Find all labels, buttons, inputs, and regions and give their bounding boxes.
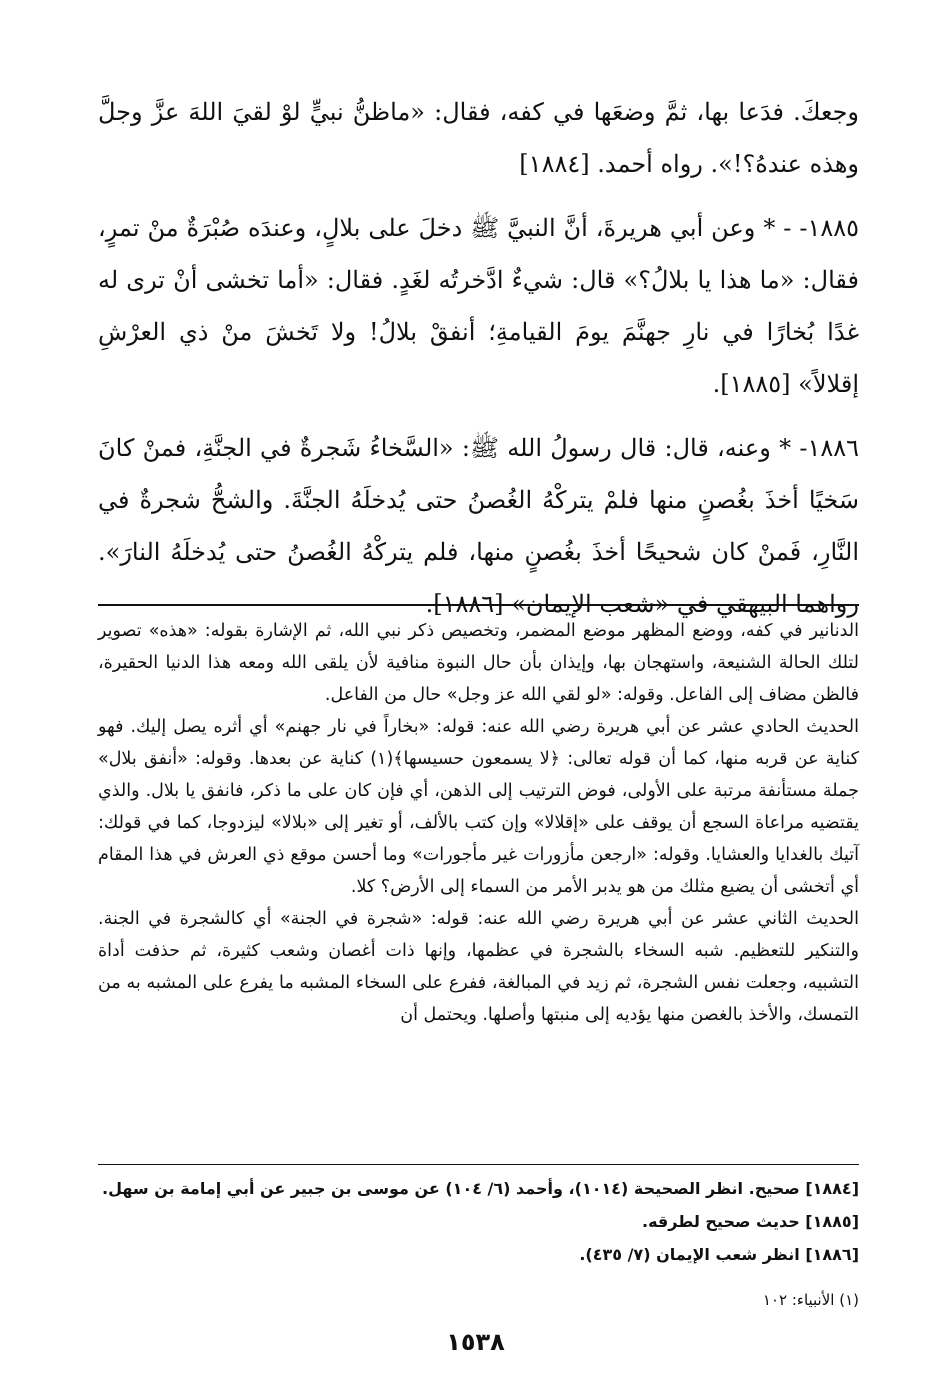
references-section <box>98 1172 859 1271</box>
reference-1886: [١٨٨٦] انظر شعب الإيمان (٧/ ٤٣٥). <box>579 1245 859 1264</box>
hadith-text <box>98 86 859 642</box>
commentary-paragraph: الحديث الحادي عشر عن أبي هريرة رضي الله عنه: قوله: «بخاراً في نار جهنم» أي أثره يصل إليك. فهو كناية عن قربه منها، كما أن قوله تعالى: ﴿لا يسمعون حسيسها﴾(١) كناية عن بعدها. وقوله: «أنفق بلال» جملة مستأنفة مرتبة على الأولى، فوض الترتيب إلى الذهن، أي فإن كان على ما ذكر، فانفق يا بلال. والذي يقتضيه مراعاة السجع أن يوقف على «إقلالا» وإن كتب بالألف، أو تغير إلى «بلالا» ليزدوجا، كما في قولك: آتيك بالغدايا والعشايا. وقوله: «ارجعن مأزورات غير مأجورات» وما أحسن موقع ذي العرش في هذا المقام أي أتخشى أن يضيع مثلك من هو يدبر الأمر من السماء إلى الأرض؟ كلا. <box>98 717 860 897</box>
commentary-divider <box>98 604 859 606</box>
footnote: (١) الأنبياء: ١٠٢ <box>762 1291 859 1309</box>
reference-1885: [١٨٨٥] حديث صحيح لطرقه. <box>642 1212 859 1231</box>
commentary-paragraph: الحديث الثاني عشر عن أبي هريرة رضي الله عنه: قوله: «شجرة في الجنة» أي كالشجرة في الجنة. والتنكير للتعظيم. شبه السخاء بالشجرة في عظمها، وإنها ذات أغصان وشعب كثيرة، ثم حذفت أداة التشبيه، وجعلت نفس الشجرة، ثم زيد في المبالغة، ففرع على السخاء المشبه ما يفرع على المشبه به من التمسك، والأخذ بالغصن منها يؤديه إلى منبتها وأصلها. ويحتمل أن <box>98 909 859 1025</box>
hadith-1885: ١٨٨٥- - * وعن أبي هريرةَ، أنَّ النبيَّ ﷺ دخلَ على بلالٍ، وعندَه صُبْرَةٌ منْ تمرٍ، فقال: «ما هذا يا بلالُ؟» قال: شيءٌ ادَّخرتُه لغَدٍ. فقال: «أما تخشى أنْ ترى له غدًا بُخارًا في نارِ جهنَّمَ يومَ القيامةِ؛ أنفقْ بلالُ! ولا تَخشَ منْ ذي العرْشِ إقلالاً» [١٨٨٥]. <box>98 214 859 398</box>
reference-1884: [١٨٨٤] صحيح. انظر الصحيحة (١٠١٤)، وأحمد (٦/ ١٠٤) عن موسى بن جبير عن أبي إمامة بن سهل. <box>102 1179 859 1198</box>
hadith-1886: ١٨٨٦- * وعنه، قال: قال رسولُ الله ﷺ: «السَّخاءُ شَجرةٌ في الجنَّةِ، فمنْ كانَ سَخيًا أخذَ بغُصنٍ منها فلمْ يتركْهُ الغُصنُ حتى يُدخلَهُ الجنَّةَ. والشحُّ شجرةٌ في النَّارِ، فَمنْ كان شحيحًا أخذَ بغُصنٍ منها، فلم يتركْهُ الغُصنُ حتى يُدخلَهُ النارَ». رواهما البيهقي في «شعب الإيمان» [١٨٨٦]. <box>98 434 859 618</box>
commentary-section <box>98 615 859 1031</box>
hadith-1884-ending: وجعكَ. فدَعا بها، ثمَّ وضعَها في كفه، فقال: «ماظنُّ نبيٍّ لوْ لقيَ اللهَ عزَّ وجلَّ وهذه عندهُ؟!». رواه أحمد. [١٨٨٤] <box>98 98 859 178</box>
commentary-paragraph: الدنانير في كفه، ووضع المظهر موضع المضمر، وتخصيص ذكر نبي الله، ثم الإشارة بقوله: «هذه» تصوير لتلك الحالة الشنيعة، واستهجان بها، وإيذان بأن حال النبوة منافية لأن يلقى الله ومعه هذا الدنيا الحقيرة، فالظن مضاف إلى الفاعل. وقوله: «لو لقي الله عز وجل» حال من الفاعل. <box>98 621 859 705</box>
references-divider <box>98 1164 859 1165</box>
page-number: ١٥٣٨ <box>446 1328 505 1356</box>
